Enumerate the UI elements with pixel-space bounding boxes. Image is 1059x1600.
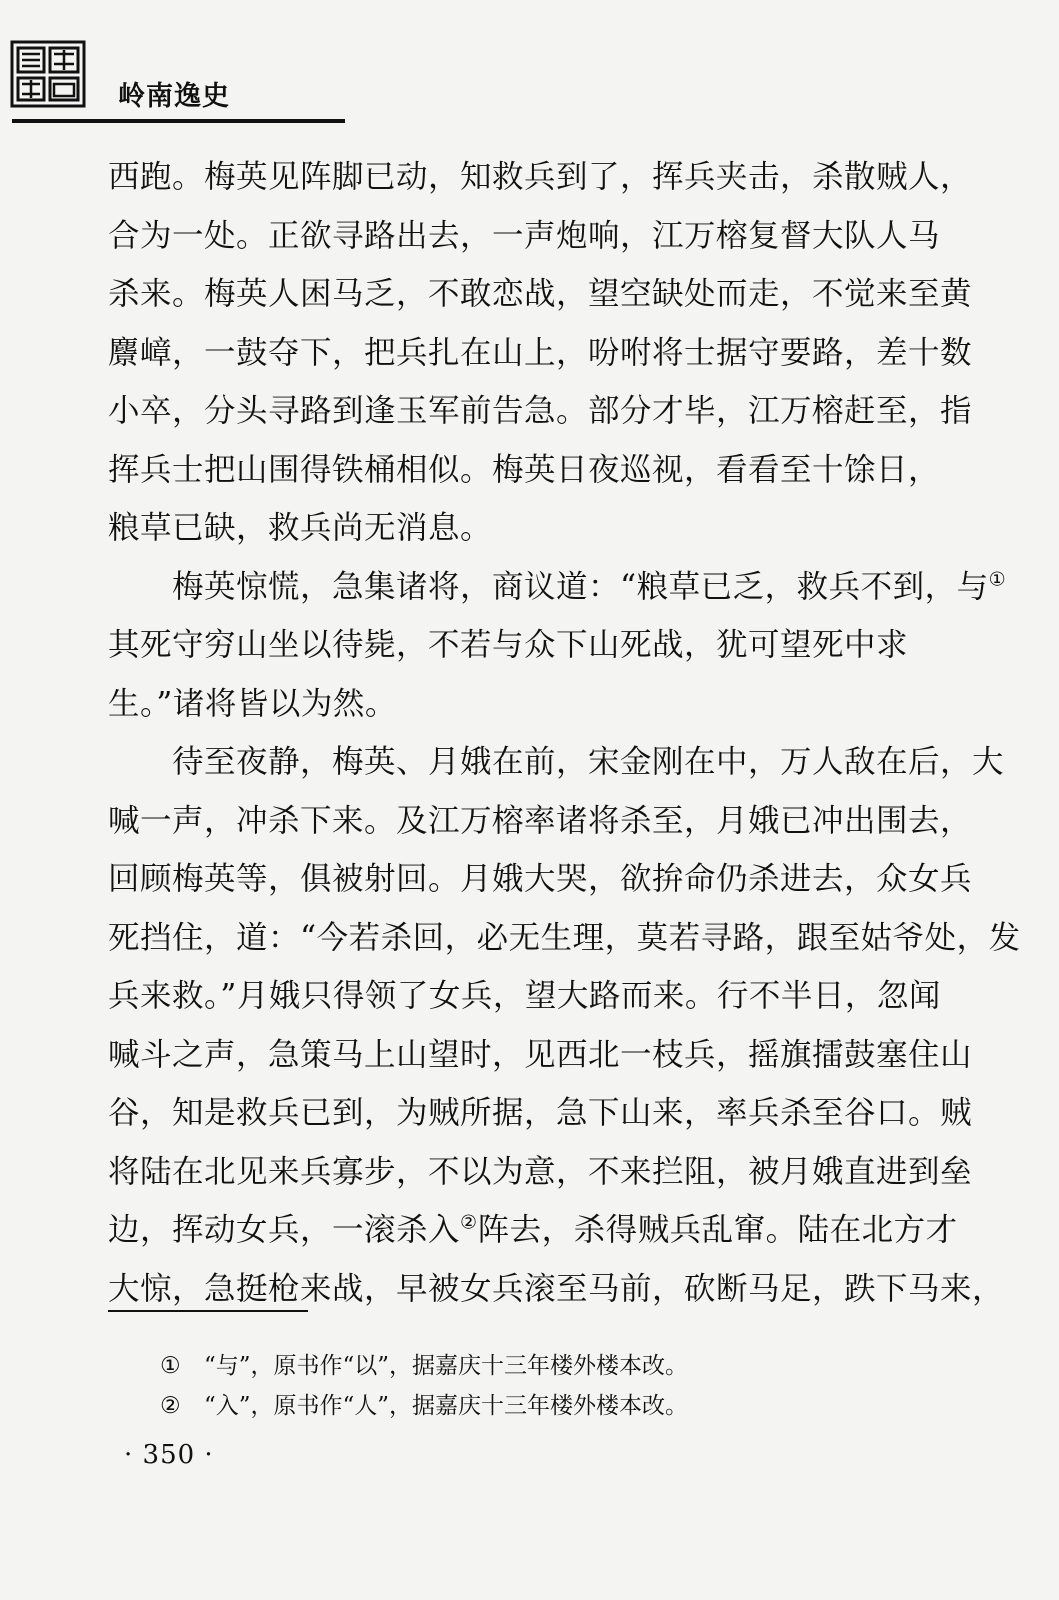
text-line: 谷，知是救兵已到，为贼所据，急下山来，率兵杀至谷口。贼 — [108, 1095, 973, 1131]
text-line: 麖嶂，一鼓夺下，把兵扎在山上，吩咐将士据守要路，差十数 — [108, 334, 973, 371]
text-line: 其死守穷山坐以待毙，不若与众下山死战，犹可望死中求 — [108, 627, 909, 663]
text-line: 死挡住，道：“今若杀回，必无生理，莫若寻路，跟至姑爷处，发 — [108, 919, 1021, 956]
text-line: 合为一处。正欲寻路出去，一声炮响，江万榕复督大队人马 — [108, 217, 941, 254]
text-line: 兵来救。”月娥只得领了女兵，望大路而来。行不半日，忽闻 — [108, 978, 941, 1014]
page-number: · 350 · — [124, 1440, 214, 1470]
text-line: 生。”诸将皆以为然。 — [108, 685, 397, 722]
footnote-rule — [108, 1310, 308, 1312]
text-line: 将陆在北见来兵寡步，不以为意，不来拦阻，被月娥直进到垒 — [108, 1153, 973, 1190]
footnote-ref-2: ② — [460, 1211, 478, 1234]
text-line: 西跑。梅英见阵脚已动，知救兵到了，挥兵夹击，杀散贼人， — [108, 159, 973, 195]
footnote-2 — [160, 1386, 688, 1426]
text-line: 待至夜静，梅英、月娥在前，宋金刚在中，万人敌在后，大 — [172, 744, 1005, 780]
text-line: 大惊，急挺枪来战，早被女兵滚至马前，砍断马足，跌下马来， — [108, 1270, 1005, 1307]
footnote-number: ② — [160, 1393, 181, 1419]
text-line — [108, 558, 1007, 617]
text-line: 杀来。梅英人困马乏，不敢恋战，望空缺处而走，不觉来至黄 — [108, 276, 973, 312]
book-title: 岭南逸史 — [118, 81, 230, 112]
text-line: 回顾梅英等，俱被射回。月娥大哭，欲拚命仍杀进去，众女兵 — [108, 861, 973, 897]
text-line: 喊一声，冲杀下来。及江万榕率诸将杀至，月娥已冲出围去， — [108, 802, 973, 839]
footnotes — [160, 1346, 688, 1426]
text-line: 挥兵士把山围得铁桶相似。梅英日夜巡视，看看至十馀日， — [108, 451, 941, 488]
header-rule — [12, 119, 345, 123]
footnote-text: “与”，原书作“以”，据嘉庆十三年楼外楼本改。 — [204, 1353, 689, 1379]
text-line — [108, 1201, 958, 1260]
footnote-ref-1: ① — [988, 568, 1007, 590]
text-line: 粮草已缺，救兵尚无消息。 — [108, 510, 493, 546]
body-text — [108, 148, 1021, 1318]
text-line: 小卒，分头寻路到逢玉军前告急。部分才毕，江万榕赶至，指 — [108, 393, 973, 429]
text-segment: 梅英惊慌，急集诸将，商议道：“粮草已乏，救兵不到，与 — [172, 568, 989, 605]
seal-logo — [10, 40, 86, 108]
footnote-text: “入”，原书作“人”，据嘉庆十三年楼外楼本改。 — [204, 1393, 689, 1419]
text-segment: 阵去，杀得贼兵乱窜。陆在北方才 — [477, 1212, 958, 1248]
footnote-number: ① — [160, 1353, 181, 1379]
footnote-1 — [160, 1346, 688, 1386]
text-line: 喊斗之声，急策马上山望时，见西北一枝兵，摇旗擂鼓塞住山 — [108, 1036, 973, 1073]
text-segment: 边，挥动女兵，一滚杀入 — [108, 1212, 461, 1248]
